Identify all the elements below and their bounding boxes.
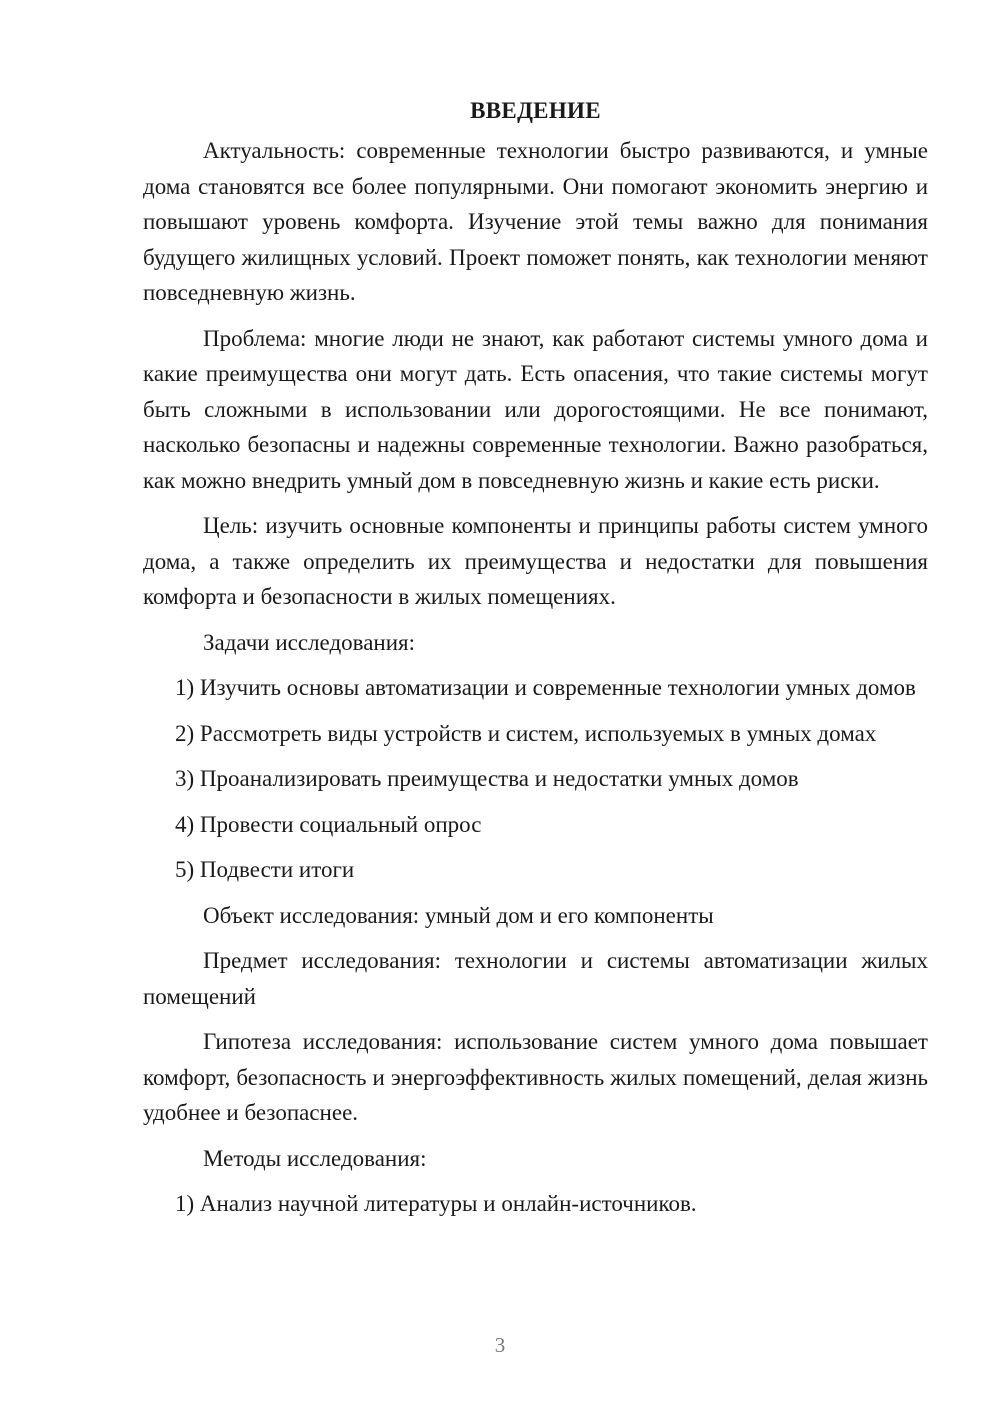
task-item-3: 3) Проанализировать преимущества и недостатки умных домов — [175, 766, 799, 791]
relevance-paragraph: Актуальность: современные технологии быстро развиваются, и умные дома становятся все более популярными. Они помогают экономить энергию и повышают уровень комфорта. Изучение этой темы важно для понимания будущего жилищных условий. Проект поможет понять, как технологии меняют повседневную жизнь. — [143, 138, 928, 305]
methods-heading: Методы исследования: — [203, 1145, 427, 1171]
document-body — [143, 93, 928, 1232]
page-number: 3 — [494, 1333, 506, 1357]
task-item-4: 4) Провести социальный опрос — [175, 811, 482, 837]
task-item-2: 2) Рассмотреть виды устройств и систем, используемых в умных домах — [175, 720, 877, 746]
hypothesis-paragraph: Гипотеза исследования: использование систем умного дома повышает комфорт, безопасность и энергоэффективность жилых помещений, делая жизнь удобнее и безопаснее. — [143, 1029, 928, 1125]
task-item-5: 5) Подвести итоги — [175, 857, 355, 882]
object-paragraph: Объект исследования: умный дом и его компоненты — [203, 902, 714, 928]
goal-paragraph: Цель: изучить основные компоненты и принципы работы систем умного дома, а также определить их преимущества и недостатки для повышения комфорта и безопасности в жилых помещениях. — [143, 513, 928, 609]
subject-paragraph: Предмет исследования: технологии и системы автоматизации жилых помещений — [143, 948, 928, 1009]
problem-paragraph: Проблема: многие люди не знают, как работают системы умного дома и какие преимущества они могут дать. Есть опасения, что такие системы могут быть сложными в использовании или дорогостоящими. Не все понимают, насколько безопасны и надежны современные технологии. Важно разобраться, как можно внедрить умный дом в повседневную жизнь и какие есть риски. — [143, 325, 928, 493]
page-title: ВВЕДЕНИЕ — [470, 98, 601, 123]
method-item-1: 1) Анализ научной литературы и онлайн-источников. — [175, 1191, 697, 1216]
task-item-1: 1) Изучить основы автоматизации и современные технологии умных домов — [175, 675, 916, 700]
tasks-heading: Задачи исследования: — [203, 629, 416, 655]
